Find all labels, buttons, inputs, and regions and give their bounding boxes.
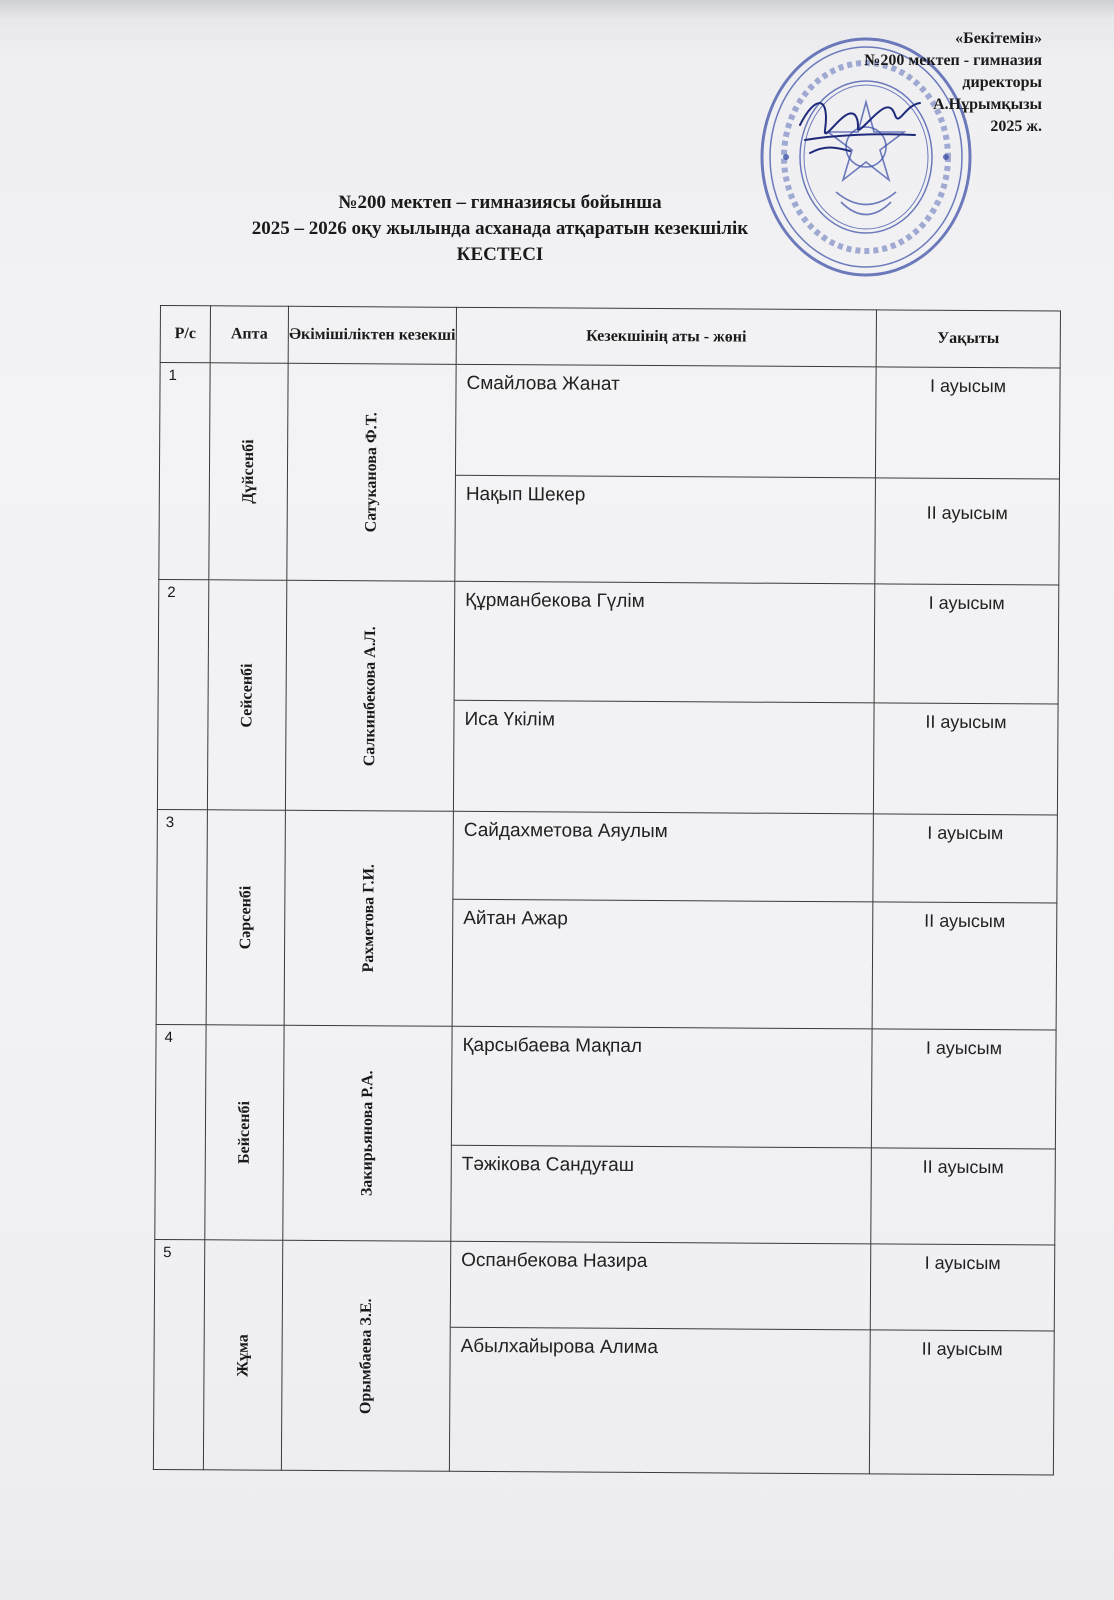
day-cell xyxy=(205,1025,284,1241)
day-label: Бейсенбі xyxy=(235,1101,253,1165)
shift: І ауысым xyxy=(875,367,1060,479)
duty-name: Қарсыбаева Мақпал xyxy=(451,1026,872,1147)
title-line-1: №200 мектеп – гимназиясы бойынша xyxy=(338,192,662,213)
admin-cell xyxy=(281,1241,450,1472)
header-week: Апта xyxy=(210,306,288,363)
row-number: 3 xyxy=(156,809,207,1025)
duty-name: Тәжікова Сандуғаш xyxy=(451,1145,872,1244)
table-row xyxy=(158,580,1059,704)
duty-name: Айтан Ажар xyxy=(452,899,873,1029)
day-label: Жұма xyxy=(233,1333,252,1377)
duty-name: Смайлова Жанат xyxy=(455,364,876,477)
header-number: Р/с xyxy=(160,306,210,363)
header-duty-name: Кезекшінің аты - жөні xyxy=(456,307,876,367)
shift: І ауысым xyxy=(873,814,1058,903)
admin-cell xyxy=(284,810,453,1026)
day-cell xyxy=(207,580,286,810)
approval-name: А.Нұрымқызы xyxy=(933,96,1042,113)
shift: ІІ ауысым xyxy=(872,902,1057,1030)
row-number: 2 xyxy=(157,580,208,810)
duty-name: Абылхайырова Алима xyxy=(449,1328,870,1474)
approval-position: директоры xyxy=(962,74,1042,91)
duty-name: Сайдахметова Аяулым xyxy=(453,811,874,902)
duty-name: Оспанбекова Назира xyxy=(450,1242,871,1331)
day-cell xyxy=(203,1240,282,1470)
admin-name: Закирьянова Р.А. xyxy=(358,1070,376,1197)
day-label: Сәрсенбі xyxy=(236,885,254,950)
document-title xyxy=(150,190,850,268)
title-line-3: КЕСТЕСІ xyxy=(456,244,544,265)
row-number: 5 xyxy=(153,1240,204,1470)
director-signature xyxy=(795,85,925,165)
admin-cell xyxy=(287,363,456,581)
row-number: 1 xyxy=(159,363,210,581)
admin-cell xyxy=(283,1025,452,1241)
table-row xyxy=(154,1240,1055,1332)
approval-school: №200 мектеп - гимназия xyxy=(864,52,1042,69)
shift: ІІ ауысым xyxy=(875,478,1060,586)
duty-name: Құрманбекова Гүлім xyxy=(454,582,875,703)
shift: І ауысым xyxy=(870,1244,1055,1331)
shift: І ауысым xyxy=(871,1029,1056,1149)
header-time: Уақыты xyxy=(876,310,1060,368)
admin-name: Салкинбекова А.Л. xyxy=(360,625,379,766)
approval-title: «Бекітемін» xyxy=(955,30,1042,47)
table-row xyxy=(157,809,1058,903)
admin-name: Орымбаева З.Е. xyxy=(356,1298,375,1414)
shift: І ауысым xyxy=(874,584,1059,704)
title-line-2: 2025 – 2026 оқу жылында асханада атқаратын кезекшілік xyxy=(251,218,749,239)
admin-cell xyxy=(285,581,454,812)
duty-name: Иса Үкілім xyxy=(453,700,874,813)
admin-name: Сатуканова Ф.Т. xyxy=(362,412,380,533)
day-label: Дүйсенбі xyxy=(239,439,257,504)
header-admin: Әкімішіліктен кезекші xyxy=(288,306,456,364)
admin-name: Рахметова Г.И. xyxy=(359,863,378,973)
shift: ІІ ауысым xyxy=(869,1330,1054,1475)
day-cell xyxy=(209,363,288,581)
duty-name: Нақып Шекер xyxy=(455,475,876,584)
approval-date: 2025 ж. xyxy=(990,118,1042,135)
duty-schedule-table xyxy=(153,305,1061,1475)
table-header-row xyxy=(160,306,1060,368)
day-cell xyxy=(206,810,285,1026)
paper-edge xyxy=(0,0,1114,18)
row-number: 4 xyxy=(155,1025,206,1241)
day-label: Сейсенбі xyxy=(237,662,256,728)
shift: ІІ ауысым xyxy=(873,703,1058,815)
shift: ІІ ауысым xyxy=(871,1148,1056,1245)
table-row xyxy=(159,363,1060,479)
table-row xyxy=(155,1025,1056,1149)
